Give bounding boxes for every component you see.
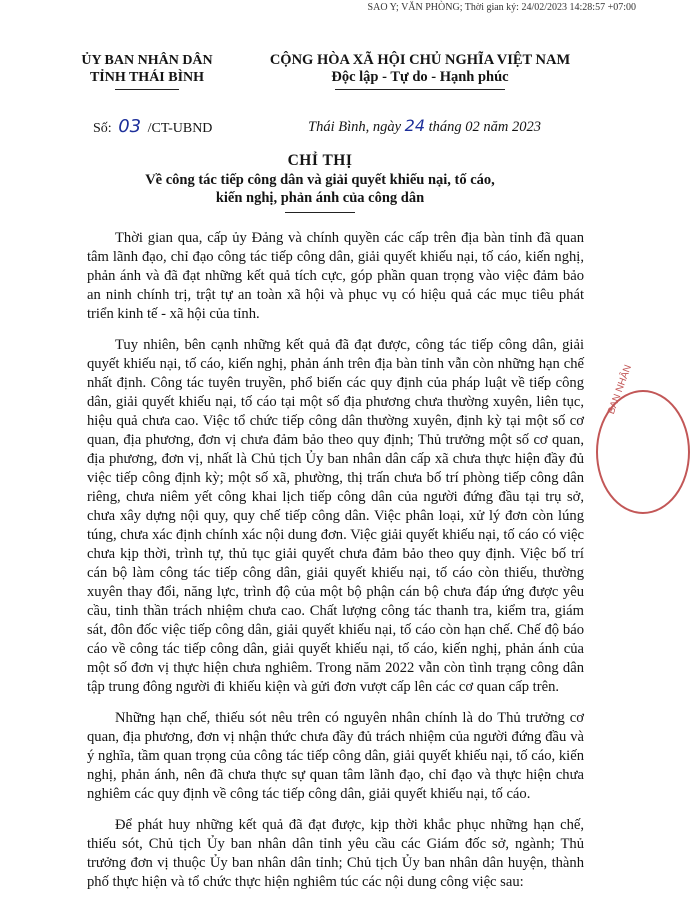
subtitle-line-2: kiến nghị, phản ánh của công dân [215,190,425,206]
digital-signature-stamp: SAO Y; VĂN PHÒNG; Thời gian ký: 24/02/2023 14:28:57 +07:00 [367,2,636,13]
agency-line-1: ỦY BAN NHÂN DÂN [81,53,213,68]
paragraph-1: Thời gian qua, cấp ủy Đảng và chính quyền các cấp trên địa bàn tỉnh đã quan tâm lãnh đạo, chỉ đạo công tác tiếp công dân, giải quyết khiếu nại, tố cáo, kiến nghị, phản ánh và đã đạt những kết quả tích cực, góp phần quan trọng vào việc đảm bảo an ninh chính trị, trật tự an toàn xã hội và phục vụ có hiệu quả các mục tiêu phát triển kinh tế - xã hội của tỉnh. [87,230,584,322]
national-heading [250,52,590,90]
subtitle-line-1: Về công tác tiếp công dân và giải quyết khiếu nại, tố cáo, [145,172,495,188]
nation-name: CỘNG HÒA XÃ HỘI CHỦ NGHĨA VIỆT NAM [269,52,571,68]
paragraph-3: Những hạn chế, thiếu sót nêu trên có nguyên nhân chính là do Thủ trưởng cơ quan, địa phương, đơn vị nhận thức chưa đầy đủ trách nhiệm của người đứng đầu và ý nghĩa, tầm quan trọng của công tác tiếp công dân, giải quyết khiếu nại, tố cáo, kiến nghị, phản ánh, nên đã chưa thực sự quan tâm lãnh đạo, chỉ đạo và thực hiện chưa nghiêm các quy định về công tác tiếp công dân, giải quyết khiếu nại, tố cáo. [87,710,584,802]
agency-line-2: TỈNH THÁI BÌNH [89,70,205,85]
motto-underline [335,89,505,90]
place-and-date [308,116,541,136]
document-body [87,229,584,904]
paragraph-4: Để phát huy những kết quả đã đạt được, kịp thời khắc phục những hạn chế, thiếu sót, Chủ tịch Ủy ban nhân dân tỉnh yêu cầu các Giám đốc sở, ngành; Thủ trưởng đơn vị thuộc Ủy ban nhân dân tỉnh; Chủ tịch Ủy ban nhân dân huyện, thành phố thực hiện và tổ chức thực hiện nghiêm túc các nội dung công việc sau: [87,817,584,890]
nation-motto: Độc lập - Tự do - Hạnh phúc [331,69,509,85]
paragraph-2: Tuy nhiên, bên cạnh những kết quả đã đạt được, công tác tiếp công dân, giải quyết khiếu nại, tố cáo, kiến nghị, phản ánh trên địa bàn tỉnh vẫn còn những hạn chế nhất định. Công tác tuyên truyền, phổ biến các quy định của pháp luật về tiếp công dân, giải quyết khiếu nại, tố cáo tại một số địa phương chưa thường xuyên, liên tục, hiệu quả chưa cao. Việc tổ chức tiếp công dân thường xuyên, định kỳ tại một số cơ quan, địa phương, đơn vị chưa đảm bảo theo quy định; Thủ trưởng một số cơ quan, địa phương, đơn vị, nhất là Chủ tịch Ủy ban nhân dân cấp xã chưa thực hiện đầy đủ việc tiếp công định kỳ; một số xã, phường, thị trấn chưa bố trí phòng tiếp công dân riêng, chưa niêm yết công khai lịch tiếp công dân của người đứng đầu tại trụ sở, chưa xây dựng nội quy, quy chế tiếp công dân. Việc phân loại, xử lý đơn còn lúng túng, chưa xác định chính xác nội dung đơn. Việc giải quyết khiếu nại, tố cáo có việc chưa kịp thời, trình tự, thủ tục giải quyết chưa đảm bảo theo quy định. Việc bố trí cán bộ làm công tác tiếp công dân, giải quyết khiếu nại, tố cáo còn thiếu, thường xuyên thay đổi, năng lực, trình độ của một bộ phận cán bộ chưa đáp ứng được yêu cầu, tinh thần trách nhiệm chưa cao. Chất lượng công tác thanh tra, kiểm tra, giám sát, đôn đốc việc tiếp công dân, giải quyết khiếu nại, tố cáo còn hạn chế. Chế độ báo cáo về công tác tiếp công dân, giải quyết khiếu nại, tố cáo, kiến nghị, phản ánh của một số đơn vị thực hiện chưa nghiêm. Trong năm 2022 vẫn còn tình trạng công dân tập trung đông người đi khiếu kiện và gửi đơn vượt cấp lên các cơ quan cấp trên. [87,337,584,695]
date-after: tháng 02 năm 2023 [428,119,542,135]
date-before: Thái Bình, ngày [308,119,402,135]
doc-number-prefix: Số: [93,121,112,136]
document-number [93,116,212,137]
issuing-agency [72,52,222,90]
doc-number-handwritten: 03 [118,116,142,137]
red-seal-stamp [596,363,690,514]
seal-text: BAN NHÂN [606,363,635,416]
doc-number-suffix: /CT-UBND [147,121,213,136]
date-day-handwritten: 24 [404,116,426,135]
document-subtitle [110,171,530,213]
subtitle-underline [285,212,355,213]
agency-underline [115,89,179,90]
document-title: CHỈ THỊ [287,152,353,169]
